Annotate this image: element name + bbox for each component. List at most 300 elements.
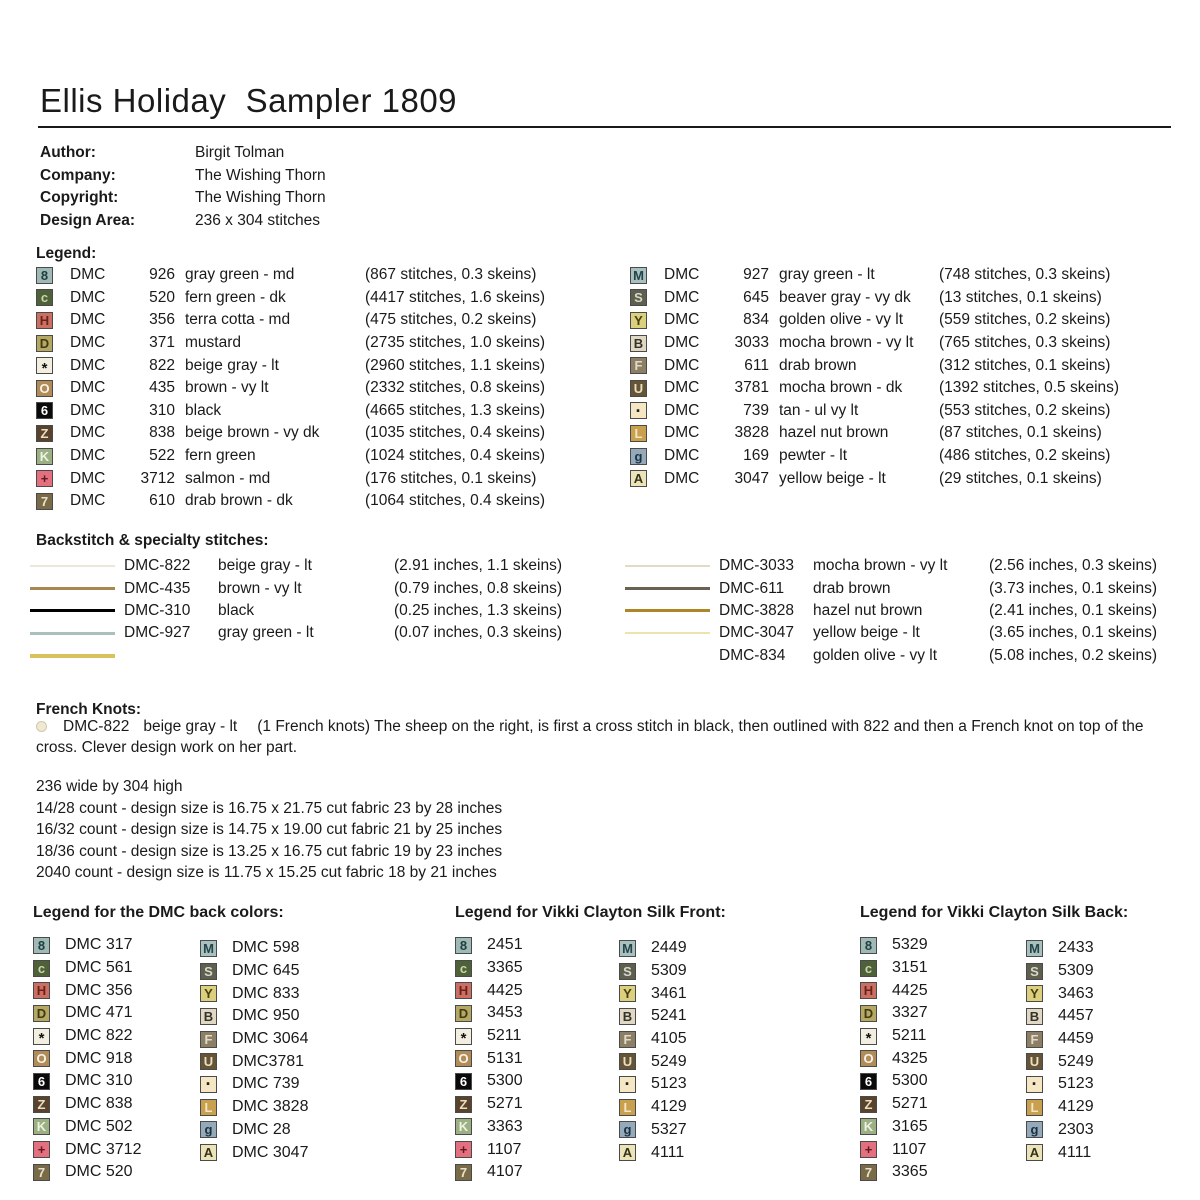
- floss-brand: DMC: [664, 288, 700, 306]
- floss-usage: (29 stitches, 0.1 skeins): [939, 469, 1102, 487]
- backstitch-usage: (3.65 inches, 0.1 skeins): [989, 624, 1158, 642]
- symbol-box-c: c: [860, 960, 877, 977]
- backstitch-line-swatch: [625, 587, 710, 590]
- color-map-row: [200, 1119, 308, 1142]
- backstitch-row: [30, 577, 562, 599]
- symbol-box-H: H: [455, 982, 472, 999]
- symbol-box-+: +: [455, 1141, 472, 1158]
- backstitch-line-swatch: [30, 609, 115, 612]
- color-map-label: 3463: [1058, 984, 1094, 1002]
- backstitch-color-name: black: [218, 601, 255, 619]
- color-map-row: [200, 960, 308, 983]
- color-map-label: 5249: [651, 1052, 687, 1070]
- color-map-row: [1026, 1028, 1094, 1051]
- legend-heading: Legend:: [36, 245, 97, 262]
- color-map-row: [860, 1161, 1026, 1184]
- color-map-row: [860, 1070, 1026, 1093]
- floss-brand: DMC: [664, 311, 700, 329]
- floss-color-name: beige brown - vy dk: [185, 424, 320, 442]
- backstitch-usage: (0.07 inches, 0.3 skeins): [394, 624, 563, 642]
- symbol-box-6: 6: [36, 402, 53, 419]
- symbol-box-6: 6: [860, 1073, 877, 1090]
- floss-number: 838: [149, 424, 175, 442]
- backstitch-usage: (0.79 inches, 0.8 skeins): [394, 579, 563, 597]
- color-map-row: [860, 1138, 1026, 1161]
- floss-color-name: tan - ul vy lt: [779, 401, 859, 419]
- backstitch-heading: Backstitch & specialty stitches:: [36, 532, 269, 549]
- floss-brand: DMC: [70, 469, 106, 487]
- floss-number: 169: [743, 447, 769, 465]
- backstitch-line-swatch: [625, 632, 710, 634]
- legend-row: [36, 422, 545, 445]
- color-map-row: [1026, 982, 1094, 1005]
- info-label: Company:: [40, 166, 116, 184]
- symbol-box-B: B: [200, 1008, 217, 1025]
- symbol-box-M: M: [630, 267, 647, 284]
- color-map-row: [619, 1028, 687, 1051]
- info-row: [40, 187, 326, 210]
- floss-number: 822: [149, 356, 175, 374]
- floss-usage: (475 stitches, 0.2 skeins): [365, 311, 537, 329]
- floss-color-name: beaver gray - vy dk: [779, 288, 911, 306]
- floss-number: 926: [149, 266, 175, 284]
- floss-number: 371: [149, 334, 175, 352]
- backstitch-color-name: brown - vy lt: [218, 579, 302, 597]
- symbol-box-8: 8: [455, 937, 472, 954]
- color-map-label: DMC 3047: [232, 1143, 309, 1161]
- color-map-row: [1026, 960, 1094, 983]
- symbol-box-D: D: [33, 1005, 50, 1022]
- symbol-box-S: S: [630, 289, 647, 306]
- floss-usage: (748 stitches, 0.3 skeins): [939, 266, 1111, 284]
- backstitch-row: [625, 645, 1157, 667]
- color-map-row: [455, 1047, 619, 1070]
- floss-number: 927: [743, 266, 769, 284]
- floss-usage: (87 stitches, 0.1 skeins): [939, 424, 1102, 442]
- legend-silk-front-heading: Legend for Vikki Clayton Silk Front:: [455, 904, 726, 921]
- color-map-row: [860, 1093, 1026, 1116]
- color-map-label: DMC 317: [65, 936, 133, 954]
- color-map-label: DMC 838: [65, 1095, 133, 1113]
- symbol-box-g: g: [1026, 1121, 1043, 1138]
- color-map-row: [619, 937, 687, 960]
- color-map-label: DMC 28: [232, 1120, 291, 1138]
- floss-usage: (559 stitches, 0.2 skeins): [939, 311, 1111, 329]
- color-map-label: 5271: [892, 1095, 928, 1113]
- backstitch-line-swatch: [30, 565, 115, 567]
- symbol-box-K: K: [33, 1118, 50, 1135]
- symbol-box-L: L: [1026, 1099, 1043, 1116]
- color-map-label: 4459: [1058, 1030, 1094, 1048]
- symbol-box-dot: ·: [1026, 1076, 1043, 1093]
- symbol-box-H: H: [33, 982, 50, 999]
- size-info-line: 18/36 count - design size is 13.25 x 16.75 cut fabric 19 by 23 inches: [36, 842, 503, 860]
- color-map-label: DMC 598: [232, 939, 300, 957]
- floss-color-name: hazel nut brown: [779, 424, 889, 442]
- floss-color-name: black: [185, 401, 222, 419]
- floss-color-name: drab brown: [779, 356, 857, 374]
- color-map-label: DMC 3828: [232, 1098, 309, 1116]
- color-map-label: DMC 822: [65, 1027, 133, 1045]
- floss-usage: (765 stitches, 0.3 skeins): [939, 334, 1111, 352]
- backstitch-row: [30, 555, 562, 577]
- size-info-line: 236 wide by 304 high: [36, 778, 183, 795]
- color-map-row: [455, 979, 619, 1002]
- floss-usage: (553 stitches, 0.2 skeins): [939, 401, 1111, 419]
- legend-row: [630, 332, 1119, 355]
- backstitch-code: DMC-822: [124, 557, 191, 575]
- backstitch-row: [625, 622, 1157, 644]
- size-info-line: 16/32 count - design size is 14.75 x 19.00 cut fabric 21 by 25 inches: [36, 821, 503, 839]
- backstitch-column-right: [625, 555, 1157, 667]
- symbol-box-S: S: [200, 963, 217, 980]
- symbol-box-K: K: [860, 1118, 877, 1135]
- floss-number: 739: [743, 401, 769, 419]
- backstitch-code: DMC-611: [719, 579, 785, 597]
- color-map-label: DMC 645: [232, 962, 300, 980]
- color-map-row: [33, 1093, 200, 1116]
- backstitch-code: DMC-3047: [719, 624, 794, 642]
- symbol-box-A: A: [200, 1144, 217, 1161]
- symbol-box-Y: Y: [1026, 985, 1043, 1002]
- floss-brand: DMC: [70, 379, 106, 397]
- legend-dmc-back-colors-heading: Legend for the DMC back colors:: [33, 904, 284, 921]
- color-map-label: 1107: [487, 1140, 522, 1158]
- floss-usage: (176 stitches, 0.1 skeins): [365, 469, 537, 487]
- floss-usage: (2960 stitches, 1.1 skeins): [365, 356, 546, 374]
- color-map-label: 5309: [1058, 962, 1094, 980]
- info-value: 236 x 304 stitches: [195, 211, 320, 229]
- symbol-box-6: 6: [33, 1073, 50, 1090]
- symbol-box-O: O: [455, 1050, 472, 1067]
- symbol-box-g: g: [630, 448, 647, 465]
- symbol-box-M: M: [1026, 940, 1043, 957]
- floss-usage: (4665 stitches, 1.3 skeins): [365, 401, 546, 419]
- color-map-row: [1026, 1073, 1094, 1096]
- color-map-label: 4325: [892, 1049, 928, 1067]
- color-map-row: [200, 1050, 308, 1073]
- color-map-label: 5211: [892, 1027, 927, 1045]
- symbol-box-Z: Z: [33, 1096, 50, 1113]
- info-label: Author:: [40, 144, 96, 161]
- color-map-row: [860, 957, 1026, 980]
- color-map-row: [619, 1141, 687, 1164]
- color-map-row: [860, 1025, 1026, 1048]
- color-map-label: 1107: [892, 1140, 927, 1158]
- legend-row: [36, 264, 545, 287]
- floss-brand: DMC: [664, 379, 700, 397]
- symbol-box-O: O: [33, 1050, 50, 1067]
- symbol-box-Z: Z: [860, 1096, 877, 1113]
- color-map-row: [455, 1093, 619, 1116]
- backstitch-row: [625, 555, 1157, 577]
- floss-color-name: gray green - md: [185, 266, 295, 284]
- floss-usage: (4417 stitches, 1.6 skeins): [365, 288, 546, 306]
- symbol-box-7: 7: [36, 493, 53, 510]
- color-map-row: [200, 1141, 308, 1164]
- color-map-row: [455, 1116, 619, 1139]
- french-knot-code: DMC-822: [63, 718, 130, 735]
- color-map-row: [200, 1005, 308, 1028]
- backstitch-color-name: golden olive - vy lt: [813, 646, 938, 664]
- color-map-label: DMC 950: [232, 1007, 300, 1025]
- color-map-label: DMC 739: [232, 1075, 300, 1093]
- color-map-row: [33, 934, 200, 957]
- backstitch-row: [30, 622, 562, 644]
- floss-color-name: beige gray - lt: [185, 356, 279, 374]
- symbol-box-dot: ·: [630, 402, 647, 419]
- color-map-row: [619, 1073, 687, 1096]
- backstitch-color-name: beige gray - lt: [218, 557, 312, 575]
- color-map-label: 3461: [651, 984, 687, 1002]
- floss-usage: (1392 stitches, 0.5 skeins): [939, 379, 1120, 397]
- color-map-label: 4425: [487, 981, 523, 999]
- floss-brand: DMC: [664, 424, 700, 442]
- legend-row: [630, 264, 1119, 287]
- floss-brand: DMC: [70, 424, 106, 442]
- french-knot-dot-icon: [36, 721, 47, 732]
- floss-color-name: pewter - lt: [779, 447, 848, 465]
- info-row: [40, 210, 326, 233]
- legend-row: [36, 400, 545, 423]
- color-map-label: 3165: [892, 1117, 928, 1135]
- floss-brand: DMC: [70, 334, 106, 352]
- color-map-row: [33, 1116, 200, 1139]
- symbol-box-F: F: [630, 357, 647, 374]
- symbol-box-7: 7: [860, 1164, 877, 1181]
- symbol-box-g: g: [619, 1121, 636, 1138]
- floss-color-name: golden olive - vy lt: [779, 311, 904, 329]
- color-map-label: DMC 918: [65, 1049, 133, 1067]
- floss-brand: DMC: [664, 469, 700, 487]
- legend-row: [36, 309, 545, 332]
- color-map-row: [200, 1073, 308, 1096]
- color-map-label: 3327: [892, 1004, 928, 1022]
- backstitch-code: DMC-927: [124, 624, 191, 642]
- color-map-label: 5131: [487, 1049, 523, 1067]
- floss-brand: DMC: [664, 447, 700, 465]
- symbol-box-6: 6: [455, 1073, 472, 1090]
- symbol-box-D: D: [36, 335, 53, 352]
- floss-usage: (486 stitches, 0.2 skeins): [939, 447, 1111, 465]
- symbol-box-S: S: [1026, 963, 1043, 980]
- pattern-info-block: [40, 142, 326, 232]
- backstitch-line-swatch: [30, 654, 115, 658]
- floss-number: 3712: [140, 469, 175, 487]
- symbol-box-B: B: [630, 335, 647, 352]
- symbol-box-+: +: [36, 470, 53, 487]
- symbol-box-L: L: [619, 1099, 636, 1116]
- legend-row: [630, 287, 1119, 310]
- symbol-box-g: g: [200, 1121, 217, 1138]
- color-map-label: 4111: [1058, 1143, 1092, 1161]
- legend-column-left: [36, 264, 545, 513]
- color-map-row: [1026, 1050, 1094, 1073]
- color-map-label: 3151: [892, 959, 928, 977]
- color-map-row: [619, 960, 687, 983]
- color-map-row: [455, 1161, 619, 1184]
- color-map-label: 5327: [651, 1120, 687, 1138]
- floss-number: 645: [743, 288, 769, 306]
- floss-usage: (1064 stitches, 0.4 skeins): [365, 492, 546, 510]
- color-map-label: DMC 502: [65, 1117, 133, 1135]
- floss-brand: DMC: [664, 266, 700, 284]
- legend-row: [630, 467, 1119, 490]
- floss-brand: DMC: [664, 356, 700, 374]
- info-value: The Wishing Thorn: [195, 166, 326, 184]
- backstitch-line-swatch: [625, 609, 710, 612]
- color-map-label: DMC 3064: [232, 1030, 309, 1048]
- french-knots-heading: French Knots:: [36, 701, 142, 718]
- legend-row: [36, 332, 545, 355]
- floss-brand: DMC: [70, 447, 106, 465]
- legend-silk-back-heading: Legend for Vikki Clayton Silk Back:: [860, 904, 1129, 921]
- floss-brand: DMC: [70, 401, 106, 419]
- color-map-row: [33, 957, 200, 980]
- symbol-box-D: D: [860, 1005, 877, 1022]
- floss-color-name: fern green - dk: [185, 288, 286, 306]
- color-map-row: [33, 1047, 200, 1070]
- symbol-box-F: F: [200, 1031, 217, 1048]
- symbol-box-dot: ·: [619, 1076, 636, 1093]
- backstitch-code: DMC-3828: [719, 601, 794, 619]
- floss-number: 610: [149, 492, 175, 510]
- color-map-row: [455, 1025, 619, 1048]
- color-map-row: [619, 1005, 687, 1028]
- color-map-row: [33, 1002, 200, 1025]
- symbol-box-A: A: [619, 1144, 636, 1161]
- info-row: [40, 165, 326, 188]
- color-map-row: [200, 1096, 308, 1119]
- symbol-box-*: *: [455, 1028, 472, 1045]
- floss-usage: (2332 stitches, 0.8 skeins): [365, 379, 546, 397]
- backstitch-line-swatch: [30, 587, 115, 590]
- color-map-label: 5211: [487, 1027, 522, 1045]
- color-map-label: DMC 310: [65, 1072, 133, 1090]
- floss-number: 3047: [734, 469, 769, 487]
- floss-color-name: terra cotta - md: [185, 311, 291, 329]
- symbol-box-K: K: [36, 448, 53, 465]
- color-map-label: 5123: [651, 1075, 687, 1093]
- floss-brand: DMC: [70, 266, 106, 284]
- symbol-box-c: c: [36, 289, 53, 306]
- color-map-label: 2449: [651, 939, 687, 957]
- color-map-label: 4129: [1058, 1098, 1094, 1116]
- legend-row: [36, 377, 545, 400]
- symbol-box-8: 8: [33, 937, 50, 954]
- symbol-box-M: M: [619, 940, 636, 957]
- color-map-row: [860, 1047, 1026, 1070]
- color-map-label: 4457: [1058, 1007, 1094, 1025]
- backstitch-line-swatch: [625, 565, 710, 567]
- color-map-label: 4425: [892, 981, 928, 999]
- symbol-box-+: +: [860, 1141, 877, 1158]
- backstitch-code: DMC-3033: [719, 557, 794, 575]
- floss-brand: DMC: [70, 288, 106, 306]
- floss-color-name: mocha brown - vy lt: [779, 334, 914, 352]
- backstitch-color-name: gray green - lt: [218, 624, 314, 642]
- symbol-box-7: 7: [33, 1164, 50, 1181]
- symbol-box-Z: Z: [36, 425, 53, 442]
- color-map-row: [619, 1096, 687, 1119]
- color-map-row: [1026, 1096, 1094, 1119]
- backstitch-usage: (2.56 inches, 0.3 skeins): [989, 557, 1158, 575]
- info-row: [40, 142, 326, 165]
- backstitch-row: [625, 577, 1157, 599]
- info-label: Copyright:: [40, 189, 119, 207]
- floss-usage: (312 stitches, 0.1 skeins): [939, 356, 1111, 374]
- info-value: The Wishing Thorn: [195, 189, 326, 207]
- symbol-box-U: U: [630, 380, 647, 397]
- legend-silk-back-col2: [1026, 937, 1094, 1184]
- floss-number: 310: [149, 401, 175, 419]
- floss-color-name: mocha brown - dk: [779, 379, 903, 397]
- symbol-box-*: *: [36, 357, 53, 374]
- color-map-row: [860, 979, 1026, 1002]
- floss-usage: (1024 stitches, 0.4 skeins): [365, 447, 546, 465]
- backstitch-row: [625, 600, 1157, 622]
- floss-number: 520: [149, 288, 175, 306]
- symbol-box-Y: Y: [630, 312, 647, 329]
- color-map-row: [455, 957, 619, 980]
- symbol-box-U: U: [1026, 1053, 1043, 1070]
- color-map-label: DMC3781: [232, 1052, 305, 1070]
- backstitch-usage: (2.41 inches, 0.1 skeins): [989, 601, 1158, 619]
- color-map-label: 2303: [1058, 1120, 1094, 1138]
- color-map-row: [860, 1116, 1026, 1139]
- symbol-box-D: D: [455, 1005, 472, 1022]
- color-map-label: 5123: [1058, 1075, 1094, 1093]
- symbol-box-Y: Y: [619, 985, 636, 1002]
- symbol-box-c: c: [33, 960, 50, 977]
- info-label: Design Area:: [40, 211, 136, 229]
- color-map-label: 2433: [1058, 939, 1094, 957]
- backstitch-color-name: yellow beige - lt: [813, 624, 920, 642]
- symbol-box-O: O: [860, 1050, 877, 1067]
- floss-number: 435: [149, 379, 175, 397]
- legend-dmc-back-colors: [33, 904, 308, 1184]
- backstitch-color-name: hazel nut brown: [813, 601, 923, 619]
- color-map-row: [1026, 1005, 1094, 1028]
- color-map-row: [860, 934, 1026, 957]
- symbol-box-dot: ·: [200, 1076, 217, 1093]
- backstitch-usage: (5.08 inches, 0.2 skeins): [989, 646, 1158, 664]
- symbol-box-S: S: [619, 963, 636, 980]
- legend-row: [630, 354, 1119, 377]
- color-map-label: 4107: [487, 1163, 523, 1181]
- color-map-row: [200, 982, 308, 1005]
- color-map-label: 5241: [651, 1007, 687, 1025]
- color-map-row: [33, 1025, 200, 1048]
- floss-number: 834: [743, 311, 769, 329]
- color-map-label: 4105: [651, 1030, 687, 1048]
- backstitch-column-left: [30, 555, 562, 667]
- floss-color-name: gray green - lt: [779, 266, 875, 284]
- info-value: Birgit Tolman: [195, 144, 285, 161]
- backstitch-usage: (2.91 inches, 1.1 skeins): [394, 557, 563, 575]
- floss-color-name: fern green: [185, 447, 256, 465]
- color-map-label: 3365: [487, 959, 523, 977]
- legend-silk-front: [455, 904, 726, 1184]
- floss-color-name: salmon - md: [185, 469, 271, 487]
- french-knot-note: (1 French knots) The sheep on the right, is first a cross stitch in black, then outlined with 822 and then a French knot on top of the cross. Clever design work on her part.: [36, 718, 1144, 756]
- color-map-label: 5309: [651, 962, 687, 980]
- page-title: Ellis Holiday Sampler 1809: [40, 82, 458, 119]
- symbol-box-*: *: [860, 1028, 877, 1045]
- legend-row: [630, 400, 1119, 423]
- size-info-line: 2040 count - design size is 11.75 x 15.25 cut fabric 18 by 21 inches: [36, 864, 497, 882]
- color-map-row: [33, 1161, 200, 1184]
